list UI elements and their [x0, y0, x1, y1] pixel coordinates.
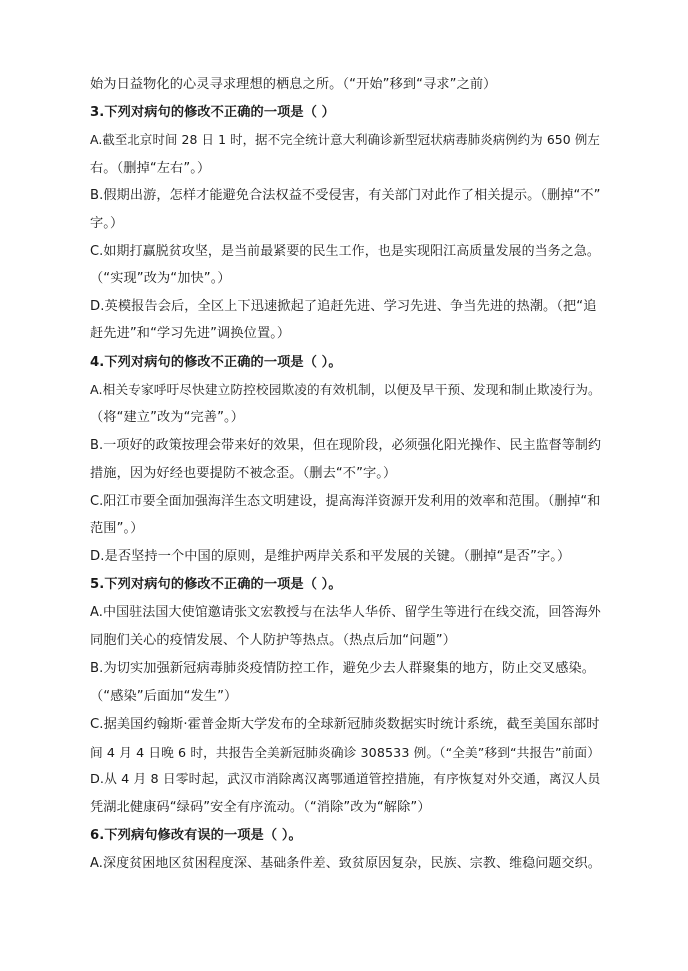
option-b-line: 字。） — [90, 216, 124, 231]
option-b-line: B.为切实加强新冠病毒肺炎疫情防控工作，避免少去人群聚集的地方，防止交叉感染。 — [90, 661, 596, 676]
option-d-line: D.英模报告会后，全区上下迅速掀起了追赶先进、学习先进、争当先进的热潮。（把“追 — [90, 299, 597, 314]
option-a-line: 同胞们关心的疫情发展、个人防护等热点。（热点后加“问题”） — [90, 633, 457, 648]
question-heading-6: 6.下列病句修改有误的一项是（ ）。 — [90, 828, 302, 843]
option-a-line: A.中国驻法国大使馆邀请张文宏教授与在法华人华侨、留学生等进行在线交流，回答海外 — [90, 605, 601, 620]
option-c-line: 范围”。） — [90, 521, 144, 536]
option-a-line: A.深度贫困地区贫困程度深、基础条件差、致贫原因复杂，民族、宗教、维稳问题交织。 — [90, 856, 601, 871]
option-b-line: B.假期出游，怎样才能避免合法权益不受侵害，有关部门对此作了相关提示。（删掉“不” — [90, 188, 601, 203]
option-a-line: A.截至北京时间 28 日 1 时，据不完全统计意大利确诊新型冠状病毒肺炎病例约为 650 例左 — [90, 132, 600, 147]
option-c-line: 间 4 月 4 日晚 6 时，共报告全美新冠肺炎确诊 308533 例。（“全美”移到“共报告”前面） — [90, 745, 600, 760]
option-a-line: （将“建立”改为“完善”。） — [90, 410, 245, 425]
question-heading-3: 3.下列对病句的修改不正确的一项是（ ） — [90, 105, 335, 120]
option-b-line: B.一项好的政策按理会带来好的效果，但在现阶段，必须强化阳光操作、民主监督等制约 — [90, 438, 602, 453]
option-d-line: D.从 4 月 8 日零时起，武汉市消除离汉离鄂通道管控措施，有序恢复对外交通，离汉人员 — [90, 772, 601, 787]
option-d-line: 赶先进”和“学习先进”调换位置。） — [90, 326, 291, 341]
option-a-line: A.相关专家呼吁尽快建立防控校园欺凌的有效机制，以便及早干预、发现和制止欺凌行为。 — [90, 382, 601, 397]
body-text-line: 始为日益物化的心灵寻求理想的栖息之所。（“开始”移到“寻求”之前） — [90, 77, 497, 92]
option-c-line: C.如期打赢脱贫攻坚，是当前最紧要的民生工作，也是实现阳江高质量发展的当务之急。 — [90, 244, 600, 259]
option-b-line: （“感染”后面加“发生”） — [90, 689, 238, 704]
option-c-line: （“实现”改为“加快”。） — [90, 271, 231, 286]
option-b-line: 措施，因为好经也要提防不被念歪。（删去“不”字。） — [90, 466, 397, 481]
option-d-line: D.是否坚持一个中国的原则，是维护两岸关系和平发展的关键。（删掉“是否”字。） — [90, 549, 571, 564]
option-d-line: 凭湖北健康码“绿码”安全有序流动。（“消除”改为“解除”） — [90, 800, 431, 815]
question-heading-4: 4.下列对病句的修改不正确的一项是（ ）。 — [90, 355, 342, 370]
question-heading-5: 5.下列对病句的修改不正确的一项是（ ）。 — [90, 577, 342, 592]
option-a-line: 右。（删掉“左右”。） — [90, 161, 211, 176]
option-c-line: C.阳江市要全面加强海洋生态文明建设，提高海洋资源开发利用的效率和范围。（删掉“和 — [90, 494, 601, 509]
option-c-line: C.据美国约翰斯·霍普金斯大学发布的全球新冠肺炎数据实时统计系统，截至美国东部时 — [90, 717, 600, 732]
